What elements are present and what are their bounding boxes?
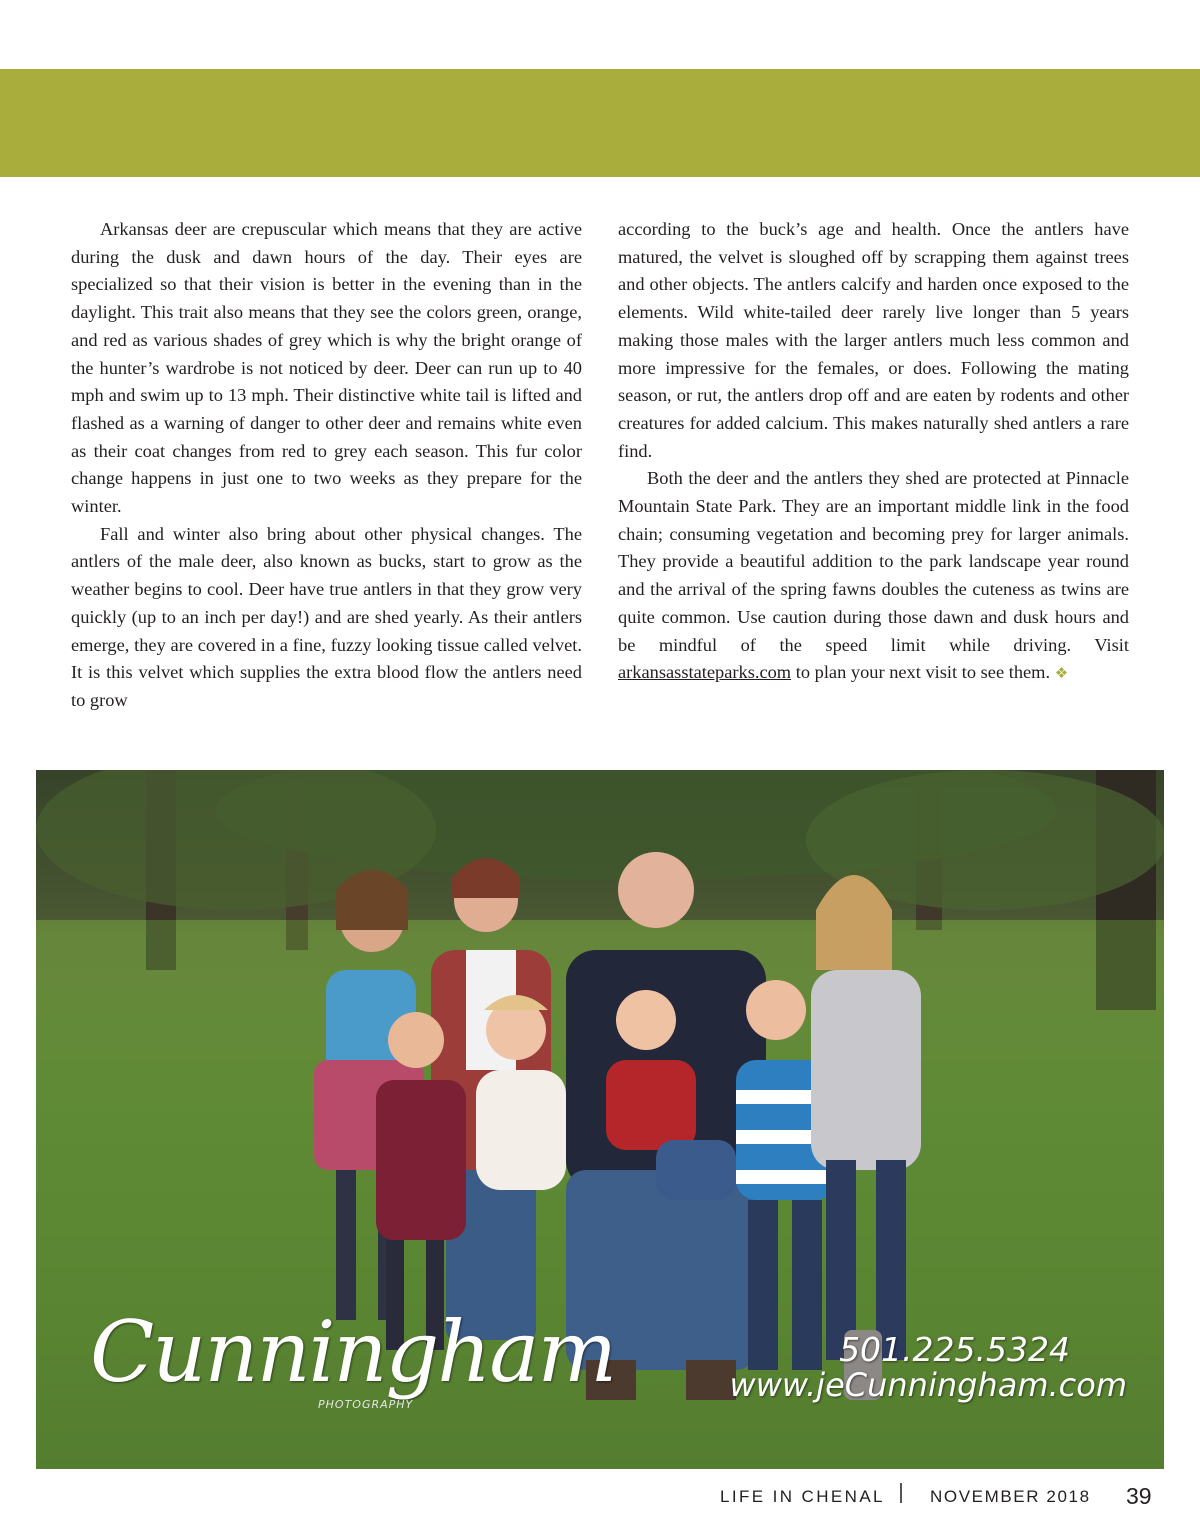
closing-text: to plan your next visit to see them. bbox=[791, 662, 1055, 683]
footer-issue-date: NOVEMBER 2018 bbox=[930, 1487, 1091, 1506]
cunningham-logo: Cunningham bbox=[90, 1303, 616, 1401]
header-banner bbox=[0, 69, 1200, 177]
article-left-column bbox=[71, 216, 582, 715]
article-paragraph-final bbox=[618, 465, 1129, 688]
footer-magazine-name: LIFE IN CHENAL bbox=[720, 1487, 885, 1506]
parks-website-link[interactable]: arkansasstateparks.com bbox=[618, 662, 792, 683]
page-number: 39 bbox=[1126, 1483, 1152, 1509]
article-paragraph: Arkansas deer are crepuscular which means that they are active during the dusk and dawn hours of the day. Their eyes are specialized so that their vision is better in the evening than in the daylight. This trait also means that they see the colors green, orange, and red as various shades of grey which is why the bright orange of the hunter’s wardrobe is not noticed by deer. Deer can run up to 40 mph and swim up to 13 mph. Their distinctive white tail is lifted and flashed as a warning of danger to other deer and remains white even as their coat changes from red to grey each season. This fur color change happens in just one to two weeks as they prepare for the winter. bbox=[71, 219, 582, 517]
article-paragraph: Fall and winter also bring about other physical changes. The antlers of the male deer, also known as bucks, start to grow as the weather begins to cool. Deer have true antlers in that they grow very quickly (up to an inch per day!) and are shed yearly. As their antlers emerge, they are covered in a fine, fuzzy looking tissue called velvet. It is this velvet which supplies the extra blood flow the antlers need to grow bbox=[71, 523, 582, 710]
logo-subtitle: PHOTOGRAPHY bbox=[318, 1398, 414, 1411]
article-right-column bbox=[618, 216, 1129, 688]
ad-website: www.jeCunningham.com bbox=[729, 1366, 1127, 1404]
end-mark-icon: ❖ bbox=[1054, 664, 1069, 683]
final-text: Both the deer and the antlers they shed are protected at Pinnacle Mountain State Park. They are an important middle link in the food chain; consuming vegetation and becoming prey for larger animals. They provide a beautiful addition to the park landscape year round and the arrival of the spring fawns doubles the cuteness as twins are quite common. Use caution during those dawn and dusk hours and be mindful of the speed limit while driving. Visit bbox=[618, 468, 1129, 655]
photography-ad bbox=[36, 770, 1164, 1469]
footer-divider bbox=[900, 1483, 902, 1503]
ad-phone-number: 501.225.5324 bbox=[839, 1330, 1070, 1369]
article-paragraph: according to the buck’s age and health. Once the antlers have matured, the velvet is sloughed off by scrapping them against trees and other objects. The antlers calcify and harden once exposed to the elements. Wild white-tailed deer rarely live longer than 5 years making those males with the larger antlers much less common and more impressive for the females, or does. Following the mating season, or rut, the antlers drop off and are eaten by rodents and other creatures for added calcium. This makes naturally shed antlers a rare find. bbox=[618, 219, 1129, 461]
